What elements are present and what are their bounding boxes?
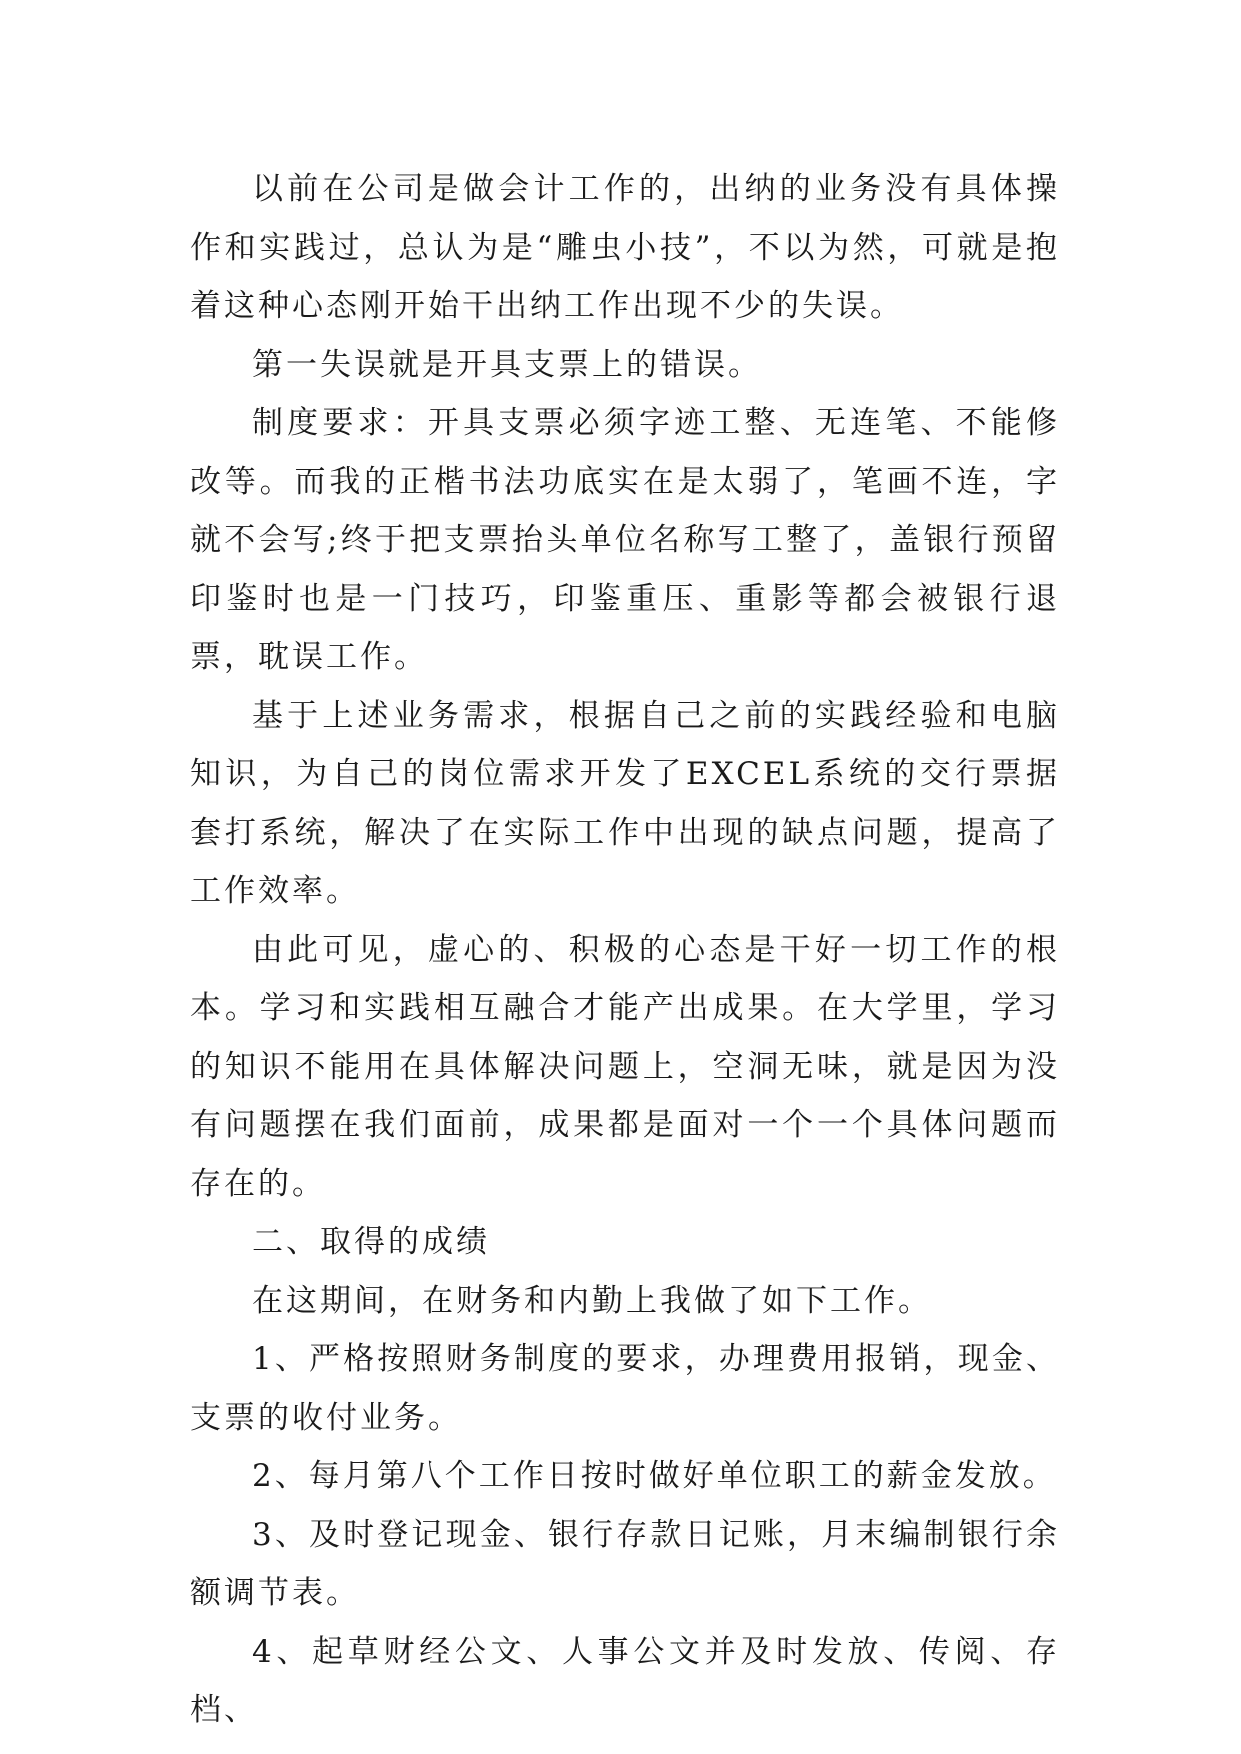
list-item: 3、及时登记现金、银行存款日记账，月末编制银行余额调节表。: [190, 1516, 1060, 1611]
list-item: 4、起草财经公文、人事公文并及时发放、传阅、存档、: [190, 1633, 1060, 1728]
list-item: 1、严格按照财务制度的要求，办理费用报销，现金、支票的收付业务。: [190, 1341, 1060, 1436]
paragraph: 由此可见，虚心的、积极的心态是干好一切工作的根本。学习和实践相互融合才能产出成果。在大学里，学习的知识不能用在具体解决问题上，空洞无味，就是因为没有问题摆在我们面前，成果都是面对一个一个具体问题而存在的。: [190, 931, 1060, 1202]
paragraph: 第一失误就是开具支票上的错误。: [252, 346, 762, 383]
paragraph: 在这期间，在财务和内勤上我做了如下工作。: [252, 1282, 932, 1319]
paragraph: 以前在公司是做会计工作的，出纳的业务没有具体操作和实践过，总认为是“雕虫小技”，不以为然，可就是抱着这种心态刚开始干出纳工作出现不少的失误。: [190, 171, 1060, 324]
paragraph: 制度要求：开具支票必须字迹工整、无连笔、不能修改等。而我的正楷书法功底实在是太弱了，笔画不连，字就不会写;终于把支票抬头单位名称写工整了，盖银行预留印鉴时也是一门技巧，印鉴重压、重影等都会被银行退票，耽误工作。: [190, 405, 1060, 675]
list-item: 2、每月第八个工作日按时做好单位职工的薪金发放。: [252, 1458, 1057, 1494]
section-heading: 二、取得的成绩: [252, 1224, 490, 1260]
paragraph: 基于上述业务需求，根据自己之前的实践经验和电脑知识，为自己的岗位需求开发了EXCEL系统的交行票据套打系统，解决了在实际工作中出现的缺点问题，提高了工作效率。: [190, 697, 1060, 909]
document-body: [190, 160, 1060, 1740]
